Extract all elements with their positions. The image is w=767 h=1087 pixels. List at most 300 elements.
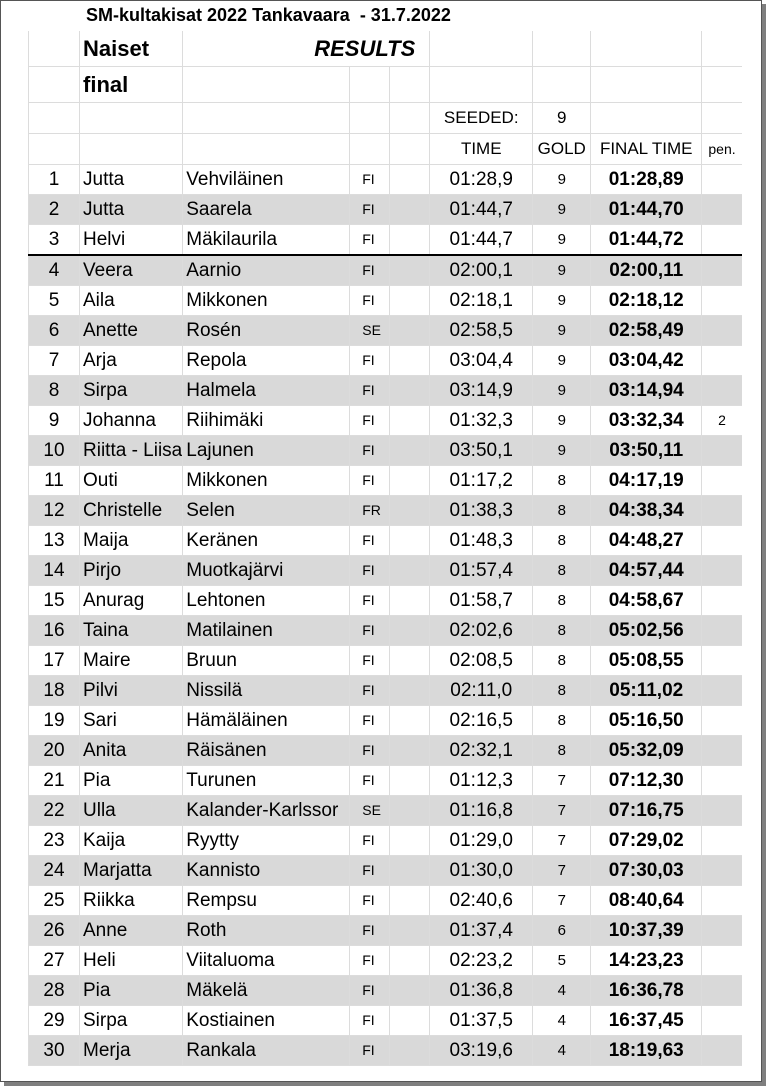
penalty-cell xyxy=(702,706,742,736)
blank-cell xyxy=(390,165,430,195)
column-header-row xyxy=(29,134,742,165)
last-name-cell: Kannisto xyxy=(183,856,350,886)
gold-cell: 7 xyxy=(533,826,591,856)
penalty-cell xyxy=(702,316,742,346)
penalty-cell xyxy=(702,796,742,826)
gold-cell: 9 xyxy=(533,255,591,286)
rank-cell: 22 xyxy=(29,796,80,826)
table-row xyxy=(29,676,742,706)
rank-cell: 12 xyxy=(29,496,80,526)
time-cell: 02:18,1 xyxy=(430,286,533,316)
country-cell: FI xyxy=(350,736,390,766)
last-name-cell: Muotkajärvi xyxy=(183,556,350,586)
last-name-cell: Mäkilaurila xyxy=(183,225,350,256)
last-name-cell: Kostiainen xyxy=(183,1006,350,1036)
table-row xyxy=(29,616,742,646)
table-row xyxy=(29,586,742,616)
country-cell: FI xyxy=(350,556,390,586)
final-time-cell: 07:30,03 xyxy=(591,856,702,886)
first-name-cell: Pilvi xyxy=(80,676,183,706)
time-cell: 02:02,6 xyxy=(430,616,533,646)
first-name-cell: Merja xyxy=(80,1036,183,1066)
rank-cell: 18 xyxy=(29,676,80,706)
time-cell: 01:57,4 xyxy=(430,556,533,586)
table-row xyxy=(29,916,742,946)
rank-cell: 26 xyxy=(29,916,80,946)
first-name-cell: Jutta xyxy=(80,165,183,195)
gold-cell: 9 xyxy=(533,436,591,466)
time-cell: 02:58,5 xyxy=(430,316,533,346)
country-cell: FI xyxy=(350,1036,390,1066)
penalty-cell xyxy=(702,286,742,316)
time-cell: 02:16,5 xyxy=(430,706,533,736)
time-cell: 01:48,3 xyxy=(430,526,533,556)
country-cell: FI xyxy=(350,706,390,736)
final-time-cell: 10:37,39 xyxy=(591,916,702,946)
final-time-cell: 05:02,56 xyxy=(591,616,702,646)
final-time-cell: 04:58,67 xyxy=(591,586,702,616)
blank-cell xyxy=(390,916,430,946)
blank-cell xyxy=(390,826,430,856)
rank-cell: 11 xyxy=(29,466,80,496)
rank-cell: 5 xyxy=(29,286,80,316)
gold-cell: 9 xyxy=(533,165,591,195)
rank-cell: 20 xyxy=(29,736,80,766)
rank-cell: 3 xyxy=(29,225,80,256)
first-name-cell: Kaija xyxy=(80,826,183,856)
last-name-cell: Riihimäki xyxy=(183,406,350,436)
blank-cell xyxy=(390,466,430,496)
last-name-cell: Viitaluoma xyxy=(183,946,350,976)
penalty-cell xyxy=(702,916,742,946)
rank-cell: 2 xyxy=(29,195,80,225)
rank-cell: 19 xyxy=(29,706,80,736)
blank-cell xyxy=(390,255,430,286)
time-cell: 02:00,1 xyxy=(430,255,533,286)
table-row xyxy=(29,976,742,1006)
final-time-cell: 05:11,02 xyxy=(591,676,702,706)
last-name-cell: Mäkelä xyxy=(183,976,350,1006)
table-row xyxy=(29,316,742,346)
time-cell: 01:32,3 xyxy=(430,406,533,436)
country-cell: FI xyxy=(350,286,390,316)
final-time-cell: 14:23,23 xyxy=(591,946,702,976)
results-label: RESULTS xyxy=(183,31,430,67)
gold-cell: 8 xyxy=(533,466,591,496)
blank-cell xyxy=(390,586,430,616)
first-name-cell: Taina xyxy=(80,616,183,646)
last-name-cell: Vehviläinen xyxy=(183,165,350,195)
final-time-cell: 16:36,78 xyxy=(591,976,702,1006)
first-name-cell: Anette xyxy=(80,316,183,346)
penalty-cell xyxy=(702,526,742,556)
rank-cell: 13 xyxy=(29,526,80,556)
last-name-cell: Lehtonen xyxy=(183,586,350,616)
last-name-cell: Matilainen xyxy=(183,616,350,646)
table-row xyxy=(29,646,742,676)
time-cell: 01:28,9 xyxy=(430,165,533,195)
penalty-cell xyxy=(702,436,742,466)
final-time-cell: 05:08,55 xyxy=(591,646,702,676)
rank-cell: 16 xyxy=(29,616,80,646)
rank-cell: 1 xyxy=(29,165,80,195)
blank-cell xyxy=(390,556,430,586)
final-time-cell: 03:50,11 xyxy=(591,436,702,466)
penalty-cell xyxy=(702,1006,742,1036)
gold-cell: 9 xyxy=(533,286,591,316)
time-cell: 01:37,5 xyxy=(430,1006,533,1036)
rank-cell: 28 xyxy=(29,976,80,1006)
last-name-cell: Hämäläinen xyxy=(183,706,350,736)
gold-cell: 4 xyxy=(533,1036,591,1066)
last-name-cell: Ryytty xyxy=(183,826,350,856)
table-row xyxy=(29,766,742,796)
time-cell: 01:30,0 xyxy=(430,856,533,886)
gold-cell: 8 xyxy=(533,526,591,556)
final-time-cell: 16:37,45 xyxy=(591,1006,702,1036)
header-row-1 xyxy=(29,31,742,67)
gold-header: GOLD xyxy=(533,134,591,165)
table-row xyxy=(29,466,742,496)
table-row xyxy=(29,856,742,886)
country-cell: FI xyxy=(350,646,390,676)
blank-cell xyxy=(390,195,430,225)
first-name-cell: Arja xyxy=(80,346,183,376)
last-name-cell: Aarnio xyxy=(183,255,350,286)
rank-cell: 27 xyxy=(29,946,80,976)
penalty-cell xyxy=(702,1036,742,1066)
table-row xyxy=(29,736,742,766)
table-row xyxy=(29,526,742,556)
penalty-cell xyxy=(702,646,742,676)
rank-cell: 24 xyxy=(29,856,80,886)
first-name-cell: Christelle xyxy=(80,496,183,526)
final-time-cell: 07:16,75 xyxy=(591,796,702,826)
last-name-cell: Mikkonen xyxy=(183,286,350,316)
first-name-cell: Ulla xyxy=(80,796,183,826)
first-name-cell: Pia xyxy=(80,976,183,1006)
last-name-cell: Nissilä xyxy=(183,676,350,706)
last-name-cell: Saarela xyxy=(183,195,350,225)
last-name-cell: Kalander-Karlssor xyxy=(183,796,350,826)
penalty-cell xyxy=(702,736,742,766)
time-cell: 02:11,0 xyxy=(430,676,533,706)
last-name-cell: Halmela xyxy=(183,376,350,406)
penalty-cell xyxy=(702,346,742,376)
first-name-cell: Marjatta xyxy=(80,856,183,886)
blank-cell xyxy=(390,316,430,346)
time-cell: 01:29,0 xyxy=(430,826,533,856)
first-name-cell: Johanna xyxy=(80,406,183,436)
table-row xyxy=(29,556,742,586)
last-name-cell: Bruun xyxy=(183,646,350,676)
table-row xyxy=(29,1006,742,1036)
penalty-cell xyxy=(702,946,742,976)
last-name-cell: Selen xyxy=(183,496,350,526)
time-cell: 01:17,2 xyxy=(430,466,533,496)
seeded-value: 9 xyxy=(533,103,591,134)
first-name-cell: Helvi xyxy=(80,225,183,256)
blank-cell xyxy=(390,736,430,766)
time-cell: 01:38,3 xyxy=(430,496,533,526)
country-cell: FI xyxy=(350,586,390,616)
final-time-cell: 03:32,34 xyxy=(591,406,702,436)
country-cell: FI xyxy=(350,436,390,466)
penalty-cell xyxy=(702,676,742,706)
first-name-cell: Maire xyxy=(80,646,183,676)
final-time-cell: 01:44,70 xyxy=(591,195,702,225)
blank-cell xyxy=(390,856,430,886)
rank-cell: 23 xyxy=(29,826,80,856)
final-time-header: FINAL TIME xyxy=(591,134,702,165)
rank-cell: 25 xyxy=(29,886,80,916)
final-time-cell: 04:57,44 xyxy=(591,556,702,586)
penalty-cell xyxy=(702,556,742,586)
country-cell: FI xyxy=(350,826,390,856)
country-cell: FI xyxy=(350,466,390,496)
final-time-cell: 05:16,50 xyxy=(591,706,702,736)
time-cell: 01:37,4 xyxy=(430,916,533,946)
penalty-cell xyxy=(702,976,742,1006)
first-name-cell: Heli xyxy=(80,946,183,976)
first-name-cell: Sari xyxy=(80,706,183,736)
blank-cell xyxy=(390,346,430,376)
seeded-label: SEEDED: xyxy=(430,103,533,134)
penalty-cell xyxy=(702,616,742,646)
table-row xyxy=(29,1036,742,1066)
final-time-cell: 18:19,63 xyxy=(591,1036,702,1066)
last-name-cell: Lajunen xyxy=(183,436,350,466)
gold-cell: 5 xyxy=(533,946,591,976)
blank-cell xyxy=(390,406,430,436)
final-time-cell: 02:18,12 xyxy=(591,286,702,316)
gold-cell: 9 xyxy=(533,346,591,376)
last-name-cell: Räisänen xyxy=(183,736,350,766)
final-time-cell: 01:28,89 xyxy=(591,165,702,195)
country-cell: FI xyxy=(350,1006,390,1036)
time-cell: 01:16,8 xyxy=(430,796,533,826)
final-time-cell: 03:14,94 xyxy=(591,376,702,406)
blank-cell xyxy=(390,526,430,556)
gold-cell: 7 xyxy=(533,796,591,826)
time-cell: 01:44,7 xyxy=(430,225,533,256)
table-row xyxy=(29,225,742,256)
gold-cell: 7 xyxy=(533,856,591,886)
rank-cell: 15 xyxy=(29,586,80,616)
rank-cell: 4 xyxy=(29,255,80,286)
penalty-cell xyxy=(702,826,742,856)
gold-cell: 8 xyxy=(533,646,591,676)
gold-cell: 7 xyxy=(533,766,591,796)
last-name-cell: Mikkonen xyxy=(183,466,350,496)
blank-cell xyxy=(390,886,430,916)
header-row-2 xyxy=(29,67,742,103)
first-name-cell: Jutta xyxy=(80,195,183,225)
blank-cell xyxy=(390,225,430,256)
time-cell: 03:19,6 xyxy=(430,1036,533,1066)
country-cell: FI xyxy=(350,376,390,406)
country-cell: FI xyxy=(350,165,390,195)
time-cell: 01:58,7 xyxy=(430,586,533,616)
country-cell: FI xyxy=(350,946,390,976)
gold-cell: 9 xyxy=(533,376,591,406)
blank-cell xyxy=(390,706,430,736)
table-row xyxy=(29,195,742,225)
gold-cell: 8 xyxy=(533,556,591,586)
last-name-cell: Keränen xyxy=(183,526,350,556)
penalty-cell xyxy=(702,496,742,526)
gold-cell: 4 xyxy=(533,1006,591,1036)
country-cell: FI xyxy=(350,526,390,556)
country-cell: FR xyxy=(350,496,390,526)
gold-cell: 6 xyxy=(533,916,591,946)
first-name-cell: Riikka xyxy=(80,886,183,916)
first-name-cell: Anita xyxy=(80,736,183,766)
last-name-cell: Rosén xyxy=(183,316,350,346)
time-header: TIME xyxy=(430,134,533,165)
time-cell: 01:12,3 xyxy=(430,766,533,796)
last-name-cell: Turunen xyxy=(183,766,350,796)
time-cell: 03:04,4 xyxy=(430,346,533,376)
rank-cell: 21 xyxy=(29,766,80,796)
time-cell: 02:40,6 xyxy=(430,886,533,916)
blank-cell xyxy=(390,616,430,646)
first-name-cell: Outi xyxy=(80,466,183,496)
penalty-cell xyxy=(702,586,742,616)
final-time-cell: 05:32,09 xyxy=(591,736,702,766)
rank-cell: 10 xyxy=(29,436,80,466)
first-name-cell: Pirjo xyxy=(80,556,183,586)
final-time-cell: 04:38,34 xyxy=(591,496,702,526)
table-row xyxy=(29,286,742,316)
penalty-cell xyxy=(702,856,742,886)
gold-cell: 8 xyxy=(533,586,591,616)
country-cell: FI xyxy=(350,916,390,946)
table-row xyxy=(29,706,742,736)
rank-cell: 6 xyxy=(29,316,80,346)
country-cell: FI xyxy=(350,225,390,256)
penalty-cell: 2 xyxy=(702,406,742,436)
final-time-cell: 07:12,30 xyxy=(591,766,702,796)
gold-cell: 8 xyxy=(533,496,591,526)
gold-cell: 8 xyxy=(533,706,591,736)
country-cell: SE xyxy=(350,796,390,826)
rank-cell: 8 xyxy=(29,376,80,406)
penalty-cell xyxy=(702,466,742,496)
final-time-cell: 03:04,42 xyxy=(591,346,702,376)
last-name-cell: Repola xyxy=(183,346,350,376)
blank-cell xyxy=(390,376,430,406)
table-row xyxy=(29,346,742,376)
results-table xyxy=(28,31,742,1066)
gold-cell: 9 xyxy=(533,316,591,346)
last-name-cell: Rempsu xyxy=(183,886,350,916)
blank-cell xyxy=(390,286,430,316)
country-cell: FI xyxy=(350,676,390,706)
time-cell: 02:23,2 xyxy=(430,946,533,976)
country-cell: SE xyxy=(350,316,390,346)
blank-cell xyxy=(390,676,430,706)
table-row xyxy=(29,826,742,856)
table-row xyxy=(29,376,742,406)
rank-cell: 17 xyxy=(29,646,80,676)
page-title: SM-kultakisat 2022 Tankavaara - 31.7.2022 xyxy=(86,5,451,25)
country-cell: FI xyxy=(350,976,390,1006)
country-cell: FI xyxy=(350,616,390,646)
country-cell: FI xyxy=(350,255,390,286)
table-row xyxy=(29,946,742,976)
penalty-cell xyxy=(702,165,742,195)
gold-cell: 9 xyxy=(533,225,591,256)
table-row xyxy=(29,796,742,826)
table-row xyxy=(29,165,742,195)
country-cell: FI xyxy=(350,766,390,796)
blank-cell xyxy=(390,646,430,676)
penalty-cell xyxy=(702,886,742,916)
blank-cell xyxy=(390,436,430,466)
gold-cell: 9 xyxy=(533,195,591,225)
gold-cell: 8 xyxy=(533,676,591,706)
gold-cell: 8 xyxy=(533,616,591,646)
final-time-cell: 04:17,19 xyxy=(591,466,702,496)
country-cell: FI xyxy=(350,856,390,886)
penalty-cell xyxy=(702,376,742,406)
final-time-cell: 02:00,11 xyxy=(591,255,702,286)
gold-cell: 8 xyxy=(533,736,591,766)
gold-cell: 9 xyxy=(533,406,591,436)
blank-cell xyxy=(390,496,430,526)
first-name-cell: Aila xyxy=(80,286,183,316)
time-cell: 02:08,5 xyxy=(430,646,533,676)
table-row xyxy=(29,436,742,466)
country-cell: FI xyxy=(350,406,390,436)
table-row xyxy=(29,496,742,526)
category-sublabel: final xyxy=(80,67,183,103)
category-label: Naiset xyxy=(80,31,183,67)
first-name-cell: Sirpa xyxy=(80,1006,183,1036)
last-name-cell: Roth xyxy=(183,916,350,946)
gold-cell: 7 xyxy=(533,886,591,916)
time-cell: 01:44,7 xyxy=(430,195,533,225)
country-cell: FI xyxy=(350,346,390,376)
blank-cell xyxy=(390,1036,430,1066)
blank-cell xyxy=(390,1006,430,1036)
final-time-cell: 07:29,02 xyxy=(591,826,702,856)
final-time-cell: 08:40,64 xyxy=(591,886,702,916)
final-time-cell: 04:48,27 xyxy=(591,526,702,556)
first-name-cell: Anne xyxy=(80,916,183,946)
rank-cell: 29 xyxy=(29,1006,80,1036)
final-time-cell: 01:44,72 xyxy=(591,225,702,256)
country-cell: FI xyxy=(350,886,390,916)
penalty-header: pen. xyxy=(702,134,742,165)
penalty-cell xyxy=(702,195,742,225)
penalty-cell xyxy=(702,225,742,256)
gold-cell: 4 xyxy=(533,976,591,1006)
penalty-cell xyxy=(702,255,742,286)
rank-cell: 30 xyxy=(29,1036,80,1066)
table-row xyxy=(29,255,742,286)
first-name-cell: Pia xyxy=(80,766,183,796)
table-row xyxy=(29,886,742,916)
first-name-cell: Riitta - Liisa xyxy=(80,436,183,466)
penalty-cell xyxy=(702,766,742,796)
first-name-cell: Sirpa xyxy=(80,376,183,406)
blank-cell xyxy=(390,766,430,796)
first-name-cell: Maija xyxy=(80,526,183,556)
table-row xyxy=(29,406,742,436)
rank-cell: 14 xyxy=(29,556,80,586)
